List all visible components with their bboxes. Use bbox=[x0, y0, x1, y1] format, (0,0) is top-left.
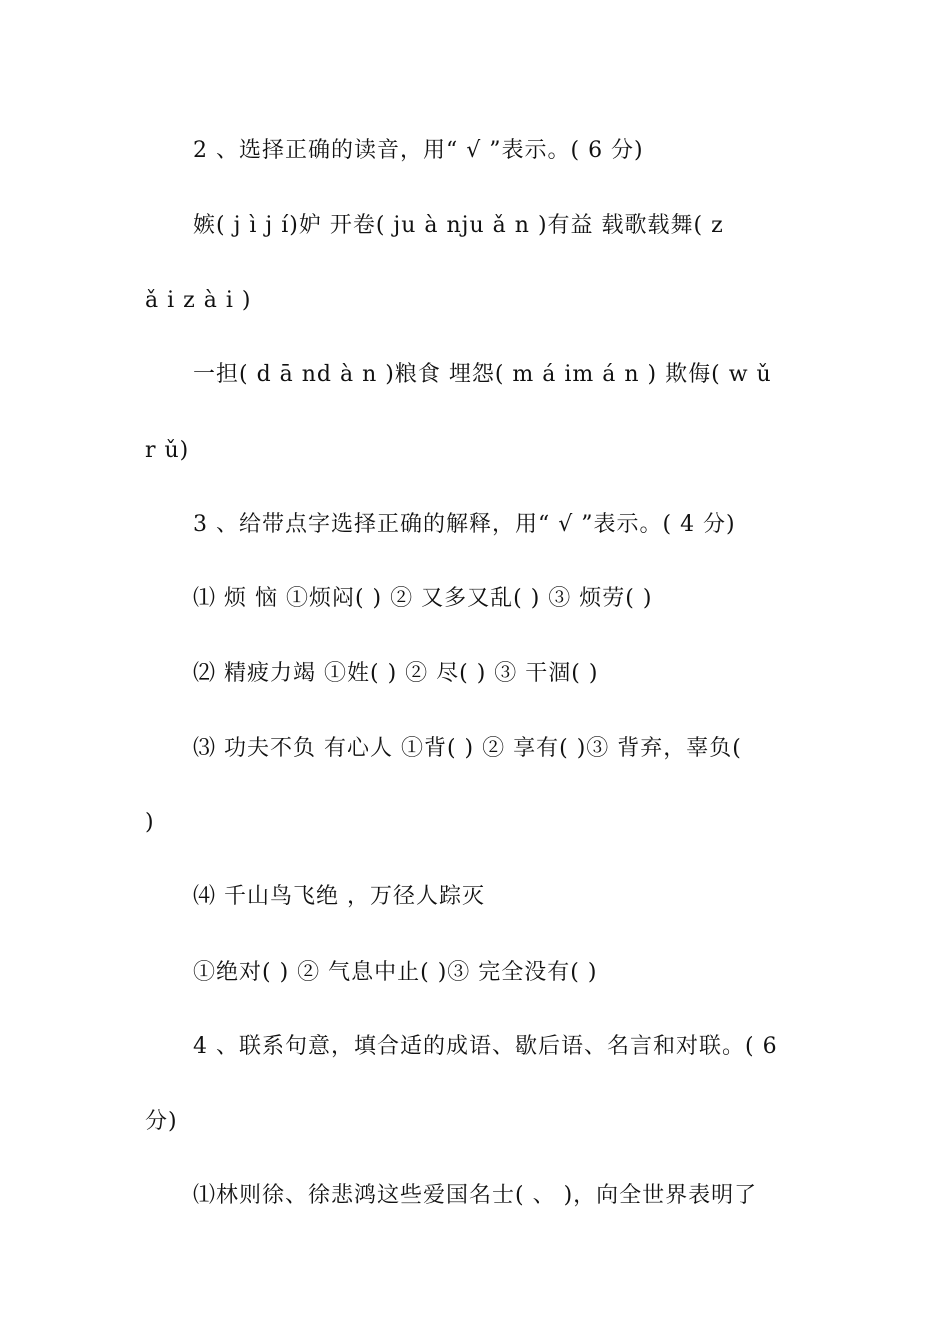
question-3-item-1: ⑴ 烦 恼 ①烦闷( ) ② 又多又乱( ) ③ 烦劳( ) bbox=[193, 586, 653, 611]
question-2-line-1: 嫉( j ì j í)妒 开卷( ju à nju ǎ n )有益 载歌载舞( z bbox=[193, 213, 724, 238]
question-4-heading-continued: 分) bbox=[145, 1109, 178, 1134]
question-2-line-2: 一担( d ā nd à n )粮食 埋怨( m á im á n ) 欺侮( w ǔ bbox=[193, 362, 772, 387]
question-3-item-2: ⑵ 精疲力竭 ①姓( ) ② 尽( ) ③ 干涸( ) bbox=[193, 661, 599, 686]
question-2-line-2-continued: r ǔ) bbox=[145, 438, 190, 463]
question-2-line-1-continued: ǎ i z à i ) bbox=[145, 288, 252, 313]
question-3-heading: 3 、给带点字选择正确的解释，用“ √ ”表示。( 4 分) bbox=[193, 512, 736, 537]
question-2-heading: 2 、选择正确的读音，用“ √ ”表示。( 6 分) bbox=[193, 138, 644, 163]
question-3-item-4-options: ①绝对( ) ② 气息中止( )③ 完全没有( ) bbox=[193, 960, 598, 985]
question-4-item-1: ⑴林则徐、徐悲鸿这些爱国名士( 、 )，向全世界表明了 bbox=[193, 1183, 758, 1208]
question-3-item-4: ⑷ 千山鸟飞绝 ，万径人踪灭 bbox=[193, 884, 485, 909]
question-4-heading: 4 、联系句意，填合适的成语、歇后语、名言和对联。( 6 bbox=[193, 1034, 778, 1059]
question-3-item-3: ⑶ 功夫不负 有心人 ①背( ) ② 享有( )③ 背弃，辜负( bbox=[193, 736, 742, 761]
question-3-item-3-continued: ) bbox=[145, 810, 155, 835]
